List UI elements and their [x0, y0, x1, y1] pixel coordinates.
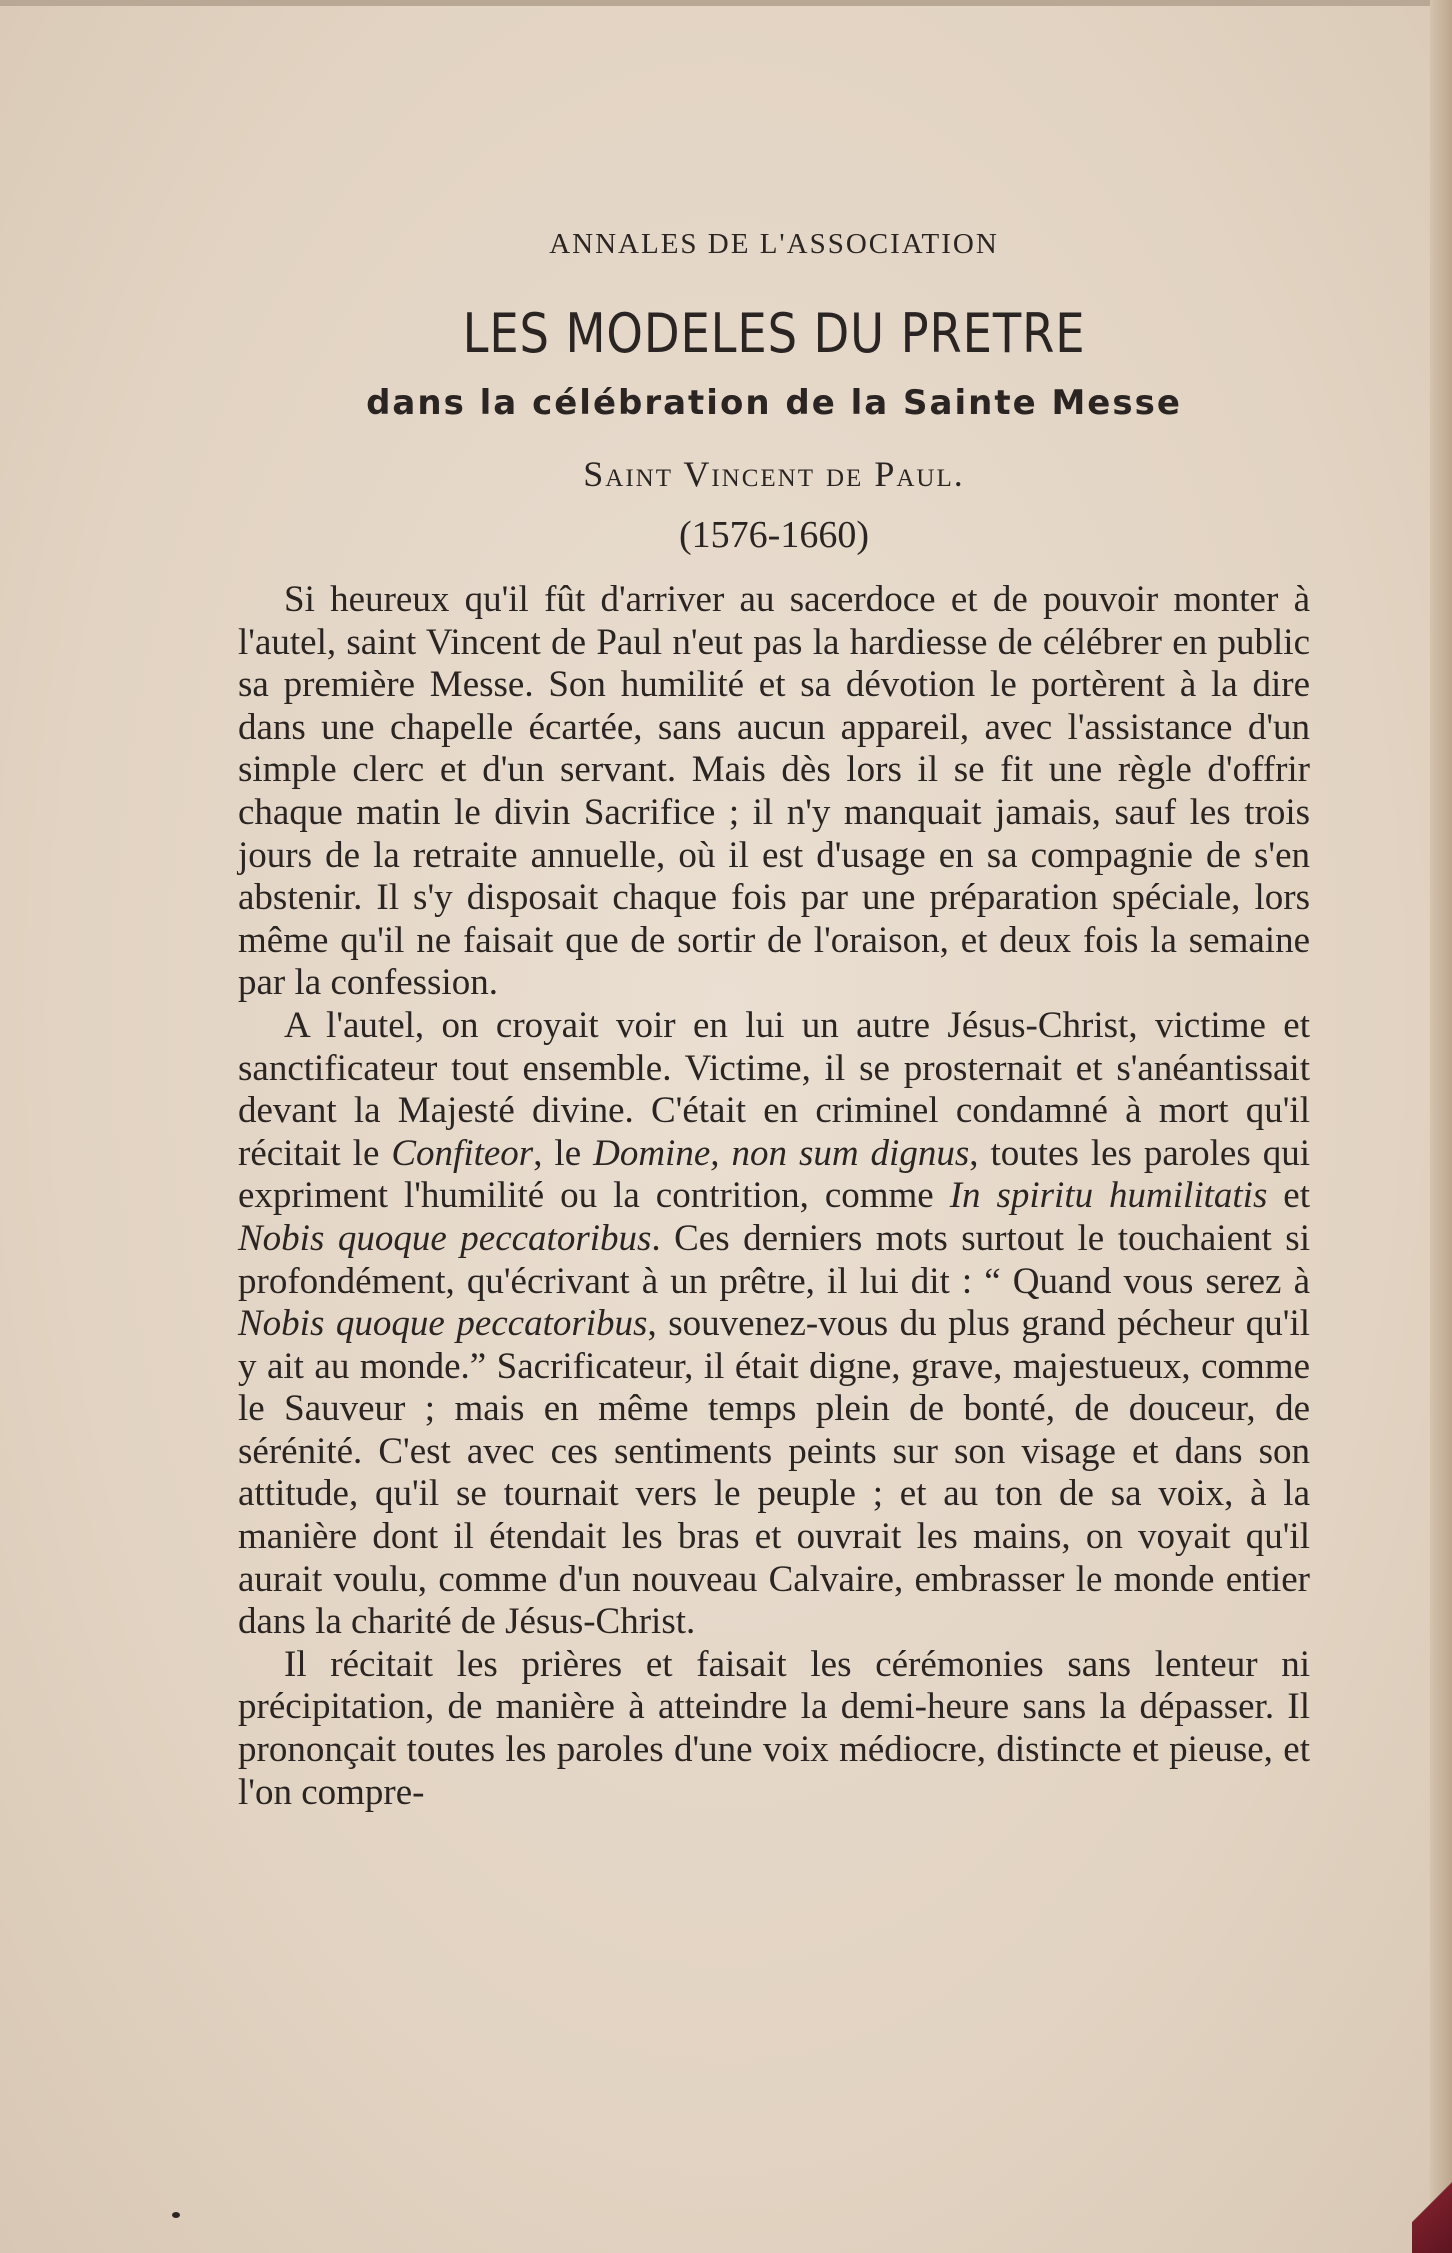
- paragraph-2-text-f: , souvenez-vous du plus grand pécheur qu'il y ait au monde.” Sacrificateur, il était digne, grave, majestueux, comme le Sauveur ; mais en même temps plein de bonté, de douceur, de sérénité. C'est avec ces sentiments peints sur son visage et dans son attitude, qu'il se tournait vers le peuple ; et au ton de sa voix, à la manière dont il étendait les bras et ouvrait les mains, on voyait qu'il aurait voulu, comme d'un nouveau Calvaire, embrasser le monde entier dans la charité de Jésus-Christ.: [238, 1303, 1311, 1643]
- running-head: ANNALES DE L'ASSOCIATION: [549, 228, 999, 260]
- paragraph-2-text-e: . Ces derniers mots surtout le touchaient si profondément, qu'écrivant à un prêtre, il lui dit : “ Quand vous serez à: [238, 1217, 1310, 1302]
- latin-confiteor: Confiteor: [391, 1132, 534, 1174]
- saint-name: Saint Vincent de Paul.: [583, 454, 965, 494]
- paragraph-2-text-b: , le: [533, 1132, 594, 1174]
- article-body: [238, 579, 1310, 1814]
- latin-nobis-quoque-quote: Nobis quoque peccatoribus: [238, 1303, 648, 1345]
- paragraph-2: [238, 1005, 1310, 1644]
- ink-speck: [172, 2212, 180, 2218]
- life-dates: (1576-1660): [679, 514, 869, 556]
- binding-corner: [1412, 2163, 1452, 2253]
- paragraph-2-text-c: , toutes les paroles qui expriment l'humilité ou la contrition, comme: [238, 1132, 1310, 1217]
- article-subtitle: dans la célébration de la Sainte Messe: [366, 383, 1182, 423]
- paragraph-3: Il récitait les prières et faisait les cérémonies sans lenteur ni précipitation, de manière à atteindre la demi-heure sans la dépasser. Il prononçait toutes les paroles d'une voix médiocre, distincte et pieuse, et l'on compre-: [238, 1643, 1310, 1813]
- page-top-edge: [0, 0, 1452, 6]
- paragraph-2-text-d: et: [1267, 1175, 1310, 1217]
- latin-in-spiritu: In spiritu humilitatis: [949, 1175, 1268, 1217]
- page-content: [238, 228, 1310, 1814]
- page-right-edge: [1430, 0, 1452, 2253]
- article-title: LES MODELES DU PRETRE: [462, 302, 1086, 365]
- paragraph-2-text-a: A l'autel, on croyait voir en lui un autre Jésus-Christ, victime et sanctificateur tout ensemble. Victime, il se prosternait et s'anéantissait devant la Majesté divine. C'était en criminel condamné à mort qu'il récitait le: [238, 1004, 1310, 1174]
- paragraph-1: Si heureux qu'il fût d'arriver au sacerdoce et de pouvoir monter à l'autel, saint Vincent de Paul n'eut pas la hardiesse de célébrer en public sa première Messe. Son humilité et sa dévotion le portèrent à la dire dans une chapelle écartée, sans aucun appareil, avec l'assistance d'un simple clerc et d'un servant. Mais dès lors il se fit une règle d'offrir chaque matin le divin Sacrifice ; il n'y manquait jamais, sauf les trois jours de la retraite annuelle, où il est d'usage en sa compagnie de s'en abstenir. Il s'y disposait chaque fois par une préparation spéciale, lors même qu'il ne faisait que de sortir de l'oraison, et deux fois la semaine par la confession.: [238, 579, 1310, 1004]
- latin-domine: Domine, non sum dignus: [593, 1132, 970, 1174]
- latin-nobis-quoque: Nobis quoque peccatoribus: [238, 1217, 652, 1259]
